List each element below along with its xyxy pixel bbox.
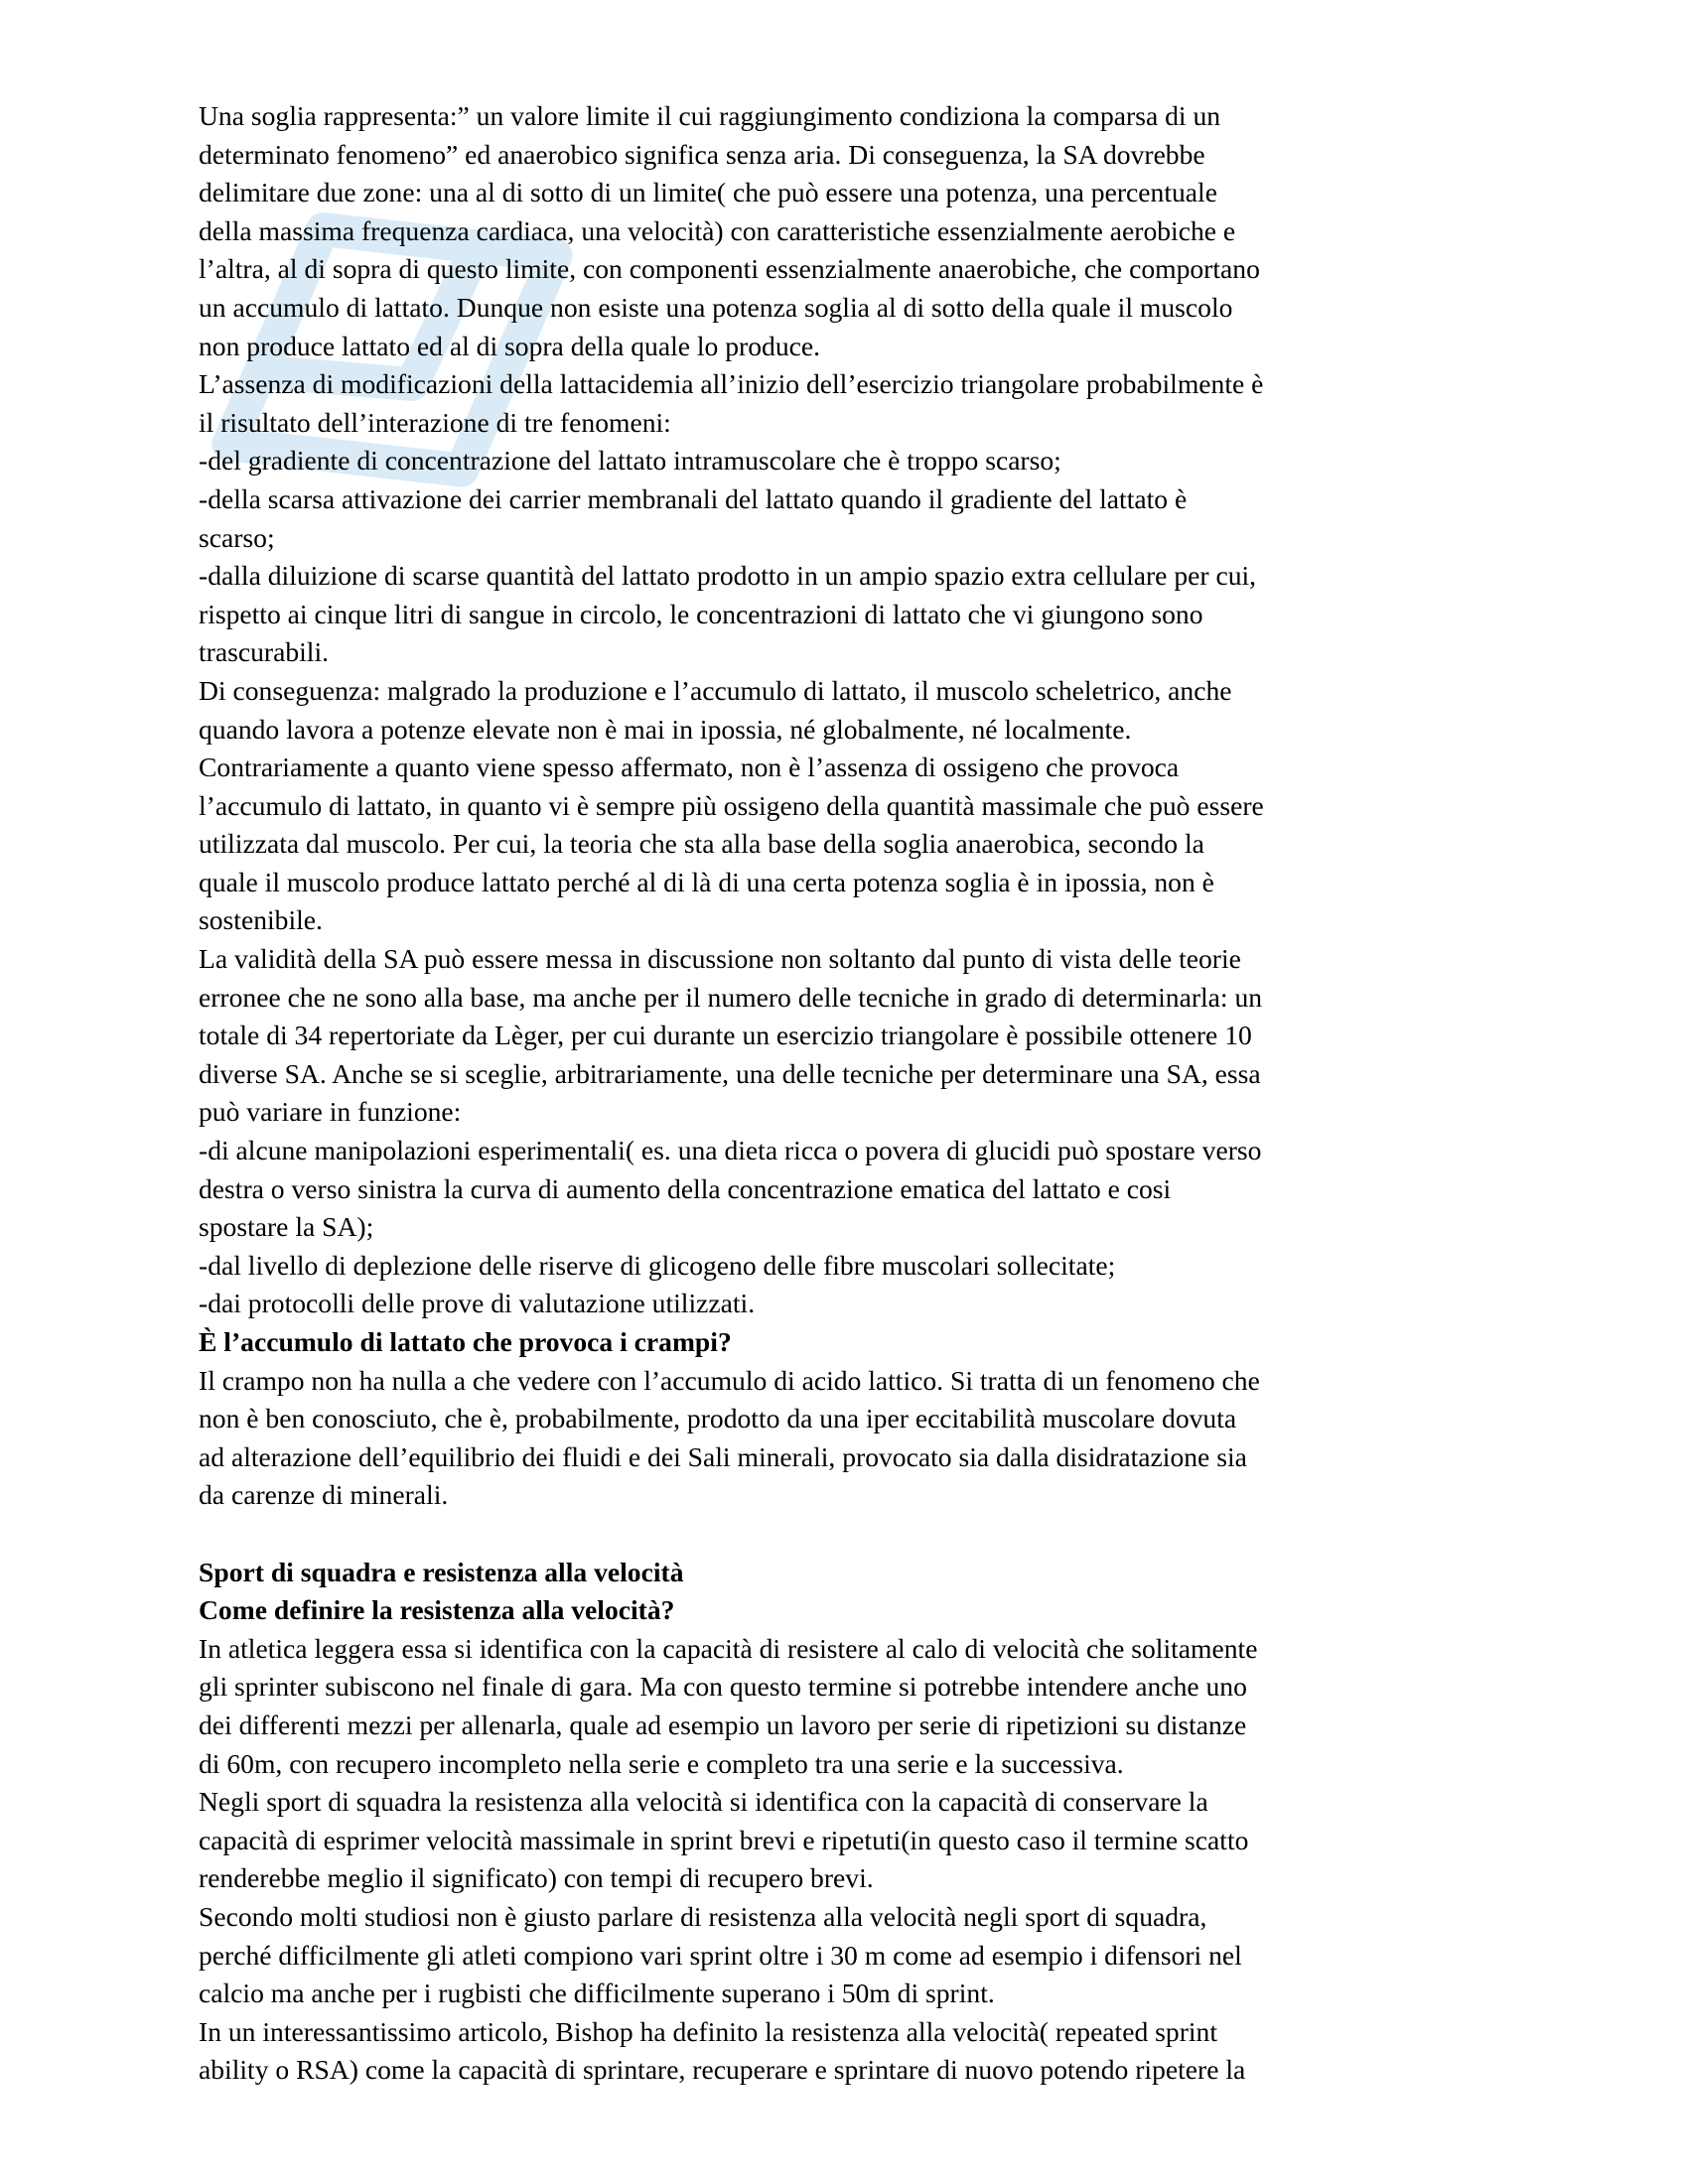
text-line: non produce lattato ed al di sopra della quale lo produce. bbox=[199, 330, 821, 361]
text-line: non è ben conosciuto, che è, probabilmente, prodotto da una iper eccitabilità muscolare dovuta bbox=[199, 1403, 1237, 1434]
heading-sport-di-squadra: Sport di squadra e resistenza alla velocità bbox=[199, 1556, 684, 1587]
text-line: rispetto ai cinque litri di sangue in circolo, le concentrazioni di lattato che vi giungono sono bbox=[199, 598, 1203, 629]
section-crampi bbox=[199, 1362, 1519, 1515]
text-line: -della scarsa attivazione dei carrier membranali del lattato quando il gradiente del lattato è bbox=[199, 482, 1188, 514]
text-line: -dai protocolli delle prove di valutazione utilizzati. bbox=[199, 1288, 756, 1319]
text-line: -dalla diluizione di scarse quantità del lattato prodotto in un ampio spazio extra cellulare per cui, bbox=[199, 560, 1257, 592]
text-line: -di alcune manipolazioni esperimentali( es. una dieta ricca o povera di glucidi può spostare verso bbox=[199, 1135, 1262, 1166]
heading-definire-resistenza: Come definire la resistenza alla velocità? bbox=[199, 1594, 675, 1626]
text-line: il risultato dell’interazione di tre fenomeni: bbox=[199, 406, 671, 438]
text-line: -del gradiente di concentrazione del lattato intramuscolare che è troppo scarso; bbox=[199, 445, 1061, 477]
text-line: gli sprinter subiscono nel finale di gara. Ma con questo termine si potrebbe intendere anche uno bbox=[199, 1671, 1247, 1703]
text-line: Negli sport di squadra la resistenza alla velocità si identifica con la capacità di conservare la bbox=[199, 1786, 1208, 1818]
text-line: Di conseguenza: malgrado la produzione e l’accumulo di lattato, il muscolo scheletrico, anche bbox=[199, 674, 1232, 706]
text-line: capacità di esprimer velocità massimale in sprint brevi e ripetuti(in questo caso il termine scatto bbox=[199, 1824, 1249, 1855]
text-line: da carenze di minerali. bbox=[199, 1479, 449, 1511]
text-line: destra o verso sinistra la curva di aumento della concentrazione ematica del lattato e cosi bbox=[199, 1172, 1172, 1204]
text-line: un accumulo di lattato. Dunque non esiste una potenza soglia al di sotto della quale il muscolo bbox=[199, 291, 1233, 323]
document-page bbox=[199, 97, 1519, 2090]
text-line: quando lavora a potenze elevate non è mai in ipossia, né globalmente, né localmente. bbox=[199, 713, 1132, 745]
text-line: spostare la SA); bbox=[199, 1211, 374, 1243]
text-line: erronee che ne sono alla base, ma anche per il numero delle tecniche in grado di determinarla: un bbox=[199, 981, 1263, 1013]
text-line: di 60m, con recupero incompleto nella serie e completo tra una serie e la successiva. bbox=[199, 1747, 1124, 1779]
text-line: renderebbe meglio il significato) con tempi di recupero brevi. bbox=[199, 1862, 874, 1894]
text-line: scarso; bbox=[199, 521, 275, 553]
text-line: della massima frequenza cardiaca, una velocità) con caratteristiche essenzialmente aerobiche e bbox=[199, 214, 1236, 246]
text-line: trascurabili. bbox=[199, 636, 330, 668]
text-line: In atletica leggera essa si identifica con la capacità di resistere al calo di velocità che solitamente bbox=[199, 1632, 1258, 1664]
text-line: L’assenza di modificazioni della lattacidemia all’inizio dell’esercizio triangolare probabilmente è bbox=[199, 368, 1264, 400]
text-line: In un interessantissimo articolo, Bishop ha definito la resistenza alla velocità( repeated sprint bbox=[199, 2015, 1218, 2047]
text-line: utilizzata dal muscolo. Per cui, la teoria che sta alla base della soglia anaerobica, secondo la bbox=[199, 828, 1204, 860]
text-line: delimitare due zone: una al di sotto di un limite( che può essere una potenza, una percentuale bbox=[199, 177, 1217, 208]
text-line: Il crampo non ha nulla a che vedere con l’accumulo di acido lattico. Si tratta di un fenomeno che bbox=[199, 1364, 1260, 1396]
section-soglia-anaerobica bbox=[199, 97, 1519, 1323]
paragraph-spacer bbox=[199, 1515, 1519, 1554]
text-line: calcio ma anche per i rugbisti che difficilmente superano i 50m di sprint. bbox=[199, 1978, 995, 2009]
text-line: totale di 34 repertoriate da Lèger, per cui durante un esercizio triangolare è possibile ottenere 10 bbox=[199, 1020, 1252, 1051]
text-line: determinato fenomeno” ed anaerobico significa senza aria. Di conseguenza, la SA dovrebbe bbox=[199, 138, 1205, 170]
text-line: -dal livello di deplezione delle riserve di glicogeno delle fibre muscolari sollecitate; bbox=[199, 1249, 1116, 1281]
heading-crampi: È l’accumulo di lattato che provoca i crampi? bbox=[199, 1326, 732, 1357]
text-line: dei differenti mezzi per allenarla, quale ad esempio un lavoro per serie di ripetizioni su distanze bbox=[199, 1708, 1247, 1740]
text-line: quale il muscolo produce lattato perché al di là di una certa potenza soglia è in ipossia, non è bbox=[199, 866, 1214, 897]
text-line: perché difficilmente gli atleti compiono vari sprint oltre i 30 m come ad esempio i difensori nel bbox=[199, 1939, 1242, 1971]
text-line: La validità della SA può essere messa in discussione non soltanto dal punto di vista delle teorie bbox=[199, 943, 1241, 975]
text-line: ability o RSA) come la capacità di sprintare, recuperare e sprintare di nuovo potendo ripetere la bbox=[199, 2054, 1246, 2086]
text-line: l’accumulo di lattato, in quanto vi è sempre più ossigeno della quantità massimale che può essere bbox=[199, 789, 1264, 821]
text-line: diverse SA. Anche se si sceglie, arbitrariamente, una delle tecniche per determinare una SA, essa bbox=[199, 1057, 1261, 1089]
section-resistenza-velocita bbox=[199, 1630, 1519, 2090]
text-line: Secondo molti studiosi non è giusto parlare di resistenza alla velocità negli sport di squadra, bbox=[199, 1900, 1207, 1932]
text-line: Contrariamente a quanto viene spesso affermato, non è l’assenza di ossigeno che provoca bbox=[199, 751, 1180, 783]
text-line: ad alterazione dell’equilibrio dei fluidi e dei Sali minerali, provocato sia dalla disidratazione sia bbox=[199, 1440, 1247, 1472]
text-line: può variare in funzione: bbox=[199, 1096, 462, 1128]
text-line: l’altra, al di sopra di questo limite, con componenti essenzialmente anaerobiche, che comportano bbox=[199, 253, 1260, 285]
text-line: Una soglia rappresenta:” un valore limite il cui raggiungimento condiziona la comparsa di un bbox=[199, 100, 1221, 131]
text-line: sostenibile. bbox=[199, 904, 323, 936]
